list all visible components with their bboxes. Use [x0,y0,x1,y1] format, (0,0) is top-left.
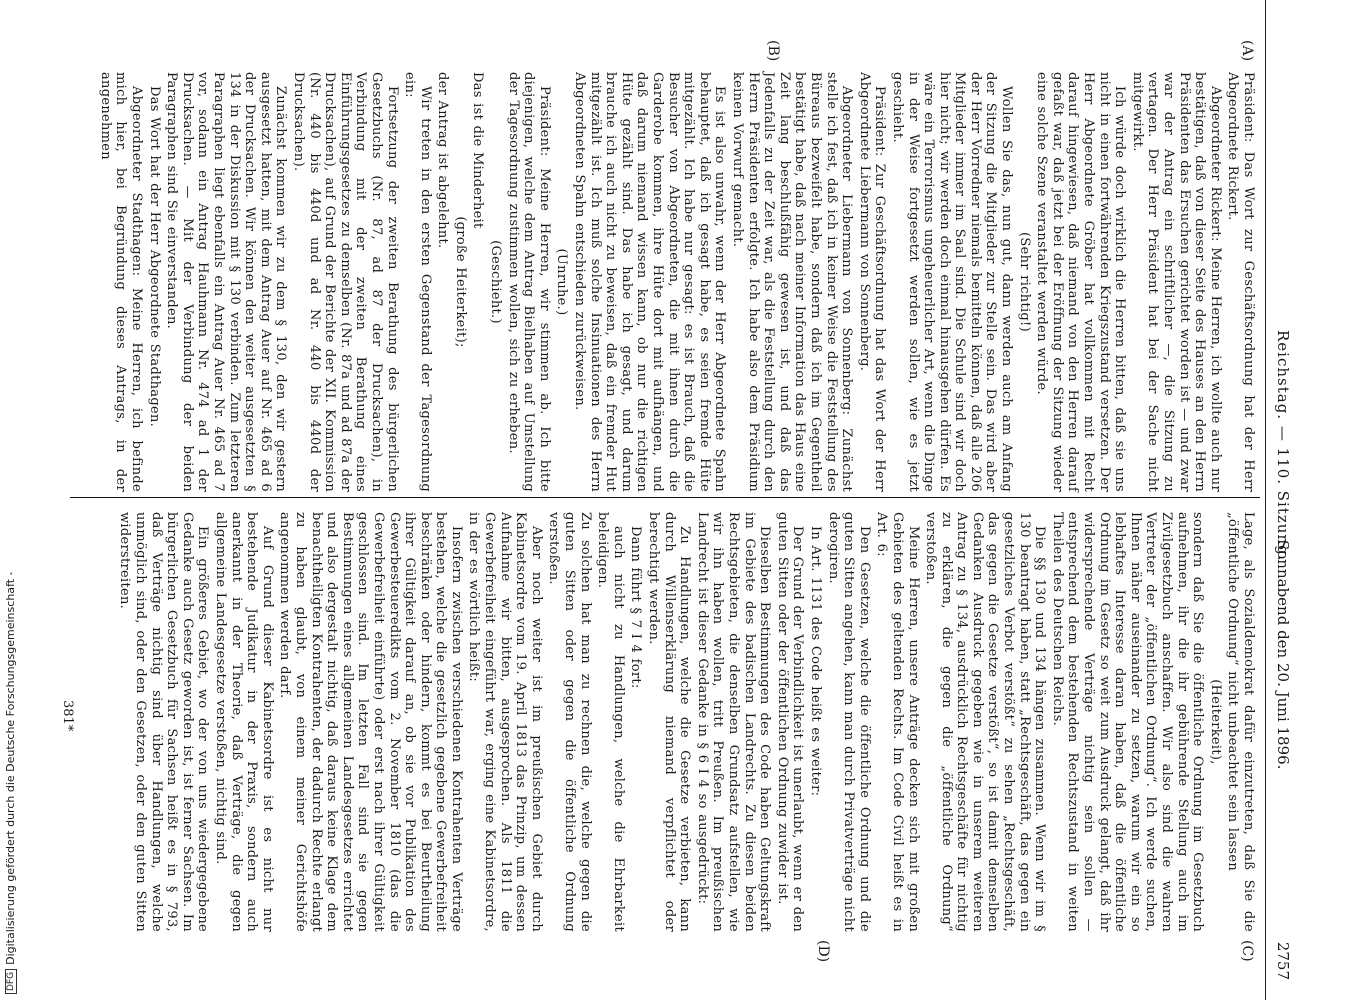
paragraph: Dann führt § 7 I 4 fort: [628,526,644,689]
quotation: Insofern zwischen verschiedenen Kontrahenten Verträge bestehen, welche die gesetzlich gegebene Gewerbefreiheit beschränken oder hindern, kommt es bei Beurtheilung ihrer Gültigkeit darauf an, ob sie vor Publikation des Gewerbesteueredikts vom 2. November 1810 (das die Gewerbefreiheit einführte) oder erst nach ihrer Gültigkeit geschlossen sind. Im letzten Fall sind sie gegen Bestimmungen eines allgemeinen Landesgesetzes errichtet und also dergestalt nichtig, daß daraus keine Klage dem benachtheiligten Kontrahenten, der dadurch Rechte erlangt zu haben glaubt, von einem meiner Gerichtshöfe angenommen werden darf. [277,512,464,932]
quotation: Der Grund der Verbindlichkeit ist unerlaubt, wenn er den guten Sitten oder der öffentlichen Ordnung zuwider ist. [774,512,806,932]
digitization-credit-text: Digitalisierung gefördert durch die Deutsche Forschungsgemeinschaft - [4,571,17,965]
quotation: auch nicht zu Handlungen, welche die Ehrbarkeit beleidigen. [595,512,626,932]
paragraph: Die §§ 130 und 134 hängen zusammen. Wenn wir im § 130 beantragt haben, statt „Rechtsgeschäft, das gegen ein gesetzliches Verbot verstößt“ zu sehen „Rechtsgeschäft, das gegen die Gesetze verstößt“, so ist damit demselben Gedanken Ausdruck gegeben wie in unserem weiteren Antrag zu § 134, ausdrücklich Rechtsgeschäfte für nichtig zu erklären, die gegen die „öffentliche Ordnung“ verstoßen. [923,512,1048,932]
paragraph: Dieselben Bestimmungen des Code haben Geltungskraft im Gebiete des badischen Landrechts. Zu diesen beiden Rechtsgebieten, die denselben Grundsatz aufstellen, wie wir ihn haben wollen, tritt Preußen. Im preußischen Landrecht ist dieser Gedanke in § 6 I 4 so ausgedrückt: [694,512,773,932]
paragraph: Präsident: Meine Herren, wir stimmen ab. Ich bitte diejenigen, welche dem Antrag Bielhaben auf Umstellung der Tagesordnung zustimmen wollen, sich zu erheben. [505,72,552,492]
right-column [115,512,1256,932]
dfg-logo-icon: DFG [5,969,17,994]
paragraph: Präsident: Das Wort zur Geschäftsordnung hat der Herr Abgeordnete Rickert. [1225,72,1256,492]
paragraph: Auf Grund dieser Kabinetsordre ist es nicht nur bestehende Judikatur in der Praxis, sondern auch anerkannt in der Theorie, daß Verträge, die gegen allgemeine Landesgesetze verstoßen, nichtig sind. [213,512,275,932]
margin-letter-d: (D) [815,940,831,963]
paragraph: Das Wort hat der Herr Abgeordnete Stadthagen. [146,86,162,428]
paragraph: Abgeordneter Stadthagen: Meine Herren, ich befinde mich hier, bei Begründung dieses Antrags, in der angenehmen [97,72,145,492]
paragraph: Ich würde doch wirklich die Herren bitten, daß sie uns nicht in einen fortwährenden Kriegszustand versetzen. Der Herr Abgeordnete Gröber hat vollkommen mit Recht darauf hingewiesen, daß niemand von den Herren darauf gefaßt war, daß jetzt bei der Eröffnung der Sitzung wieder eine solche Szene veranstaltet werden würde. [1034,72,1128,492]
paragraph: der Antrag ist abgelehnt. [435,72,451,249]
paragraph: Präsident: Zur Geschäftsordnung hat das Wort der Herr Abgeordnete Liebermann von Sonnenberg. [856,72,888,492]
paragraph: Zu solchen hat man zu rechnen die, welche gegen die guten Sitten oder gegen die öffentliche Ordnung verstoßen. [546,512,593,932]
paragraph: Wir treten in den ersten Gegenstand der Tagesordnung ein: [402,72,433,492]
rotated-page-content [10,0,1300,1000]
interjection: (Heiterkeit), [1207,679,1223,765]
paragraph: Meine Herren, unsere Anträge decken sich mit großen Gebieten des geltenden Rechts. Im Code Civil heißt es in Art. 6: [874,512,921,932]
margin-letter-b: (B) [765,40,781,62]
interjection: (große Heiterkeit); [452,216,468,348]
quotation: Zu Handlungen, welche die Gesetze verbieten, kann durch Willenserklärung niemand verpflichtet oder berechtigt werden. [646,512,693,932]
paragraph: Abgeordneter Liebermann von Sonnenberg: Zunächst stelle ich fest, daß ich in keiner Weise die Feststellung des Büreaus bezweifelt habe, sondern daß ich im Gegentheil bestätigt habe, daß nach meiner Information das Haus eine Zeit lang beschlußfähig gewesen ist, und daß das Jedenfalls zu der Zeit war, als die Feststellung durch den Herrn Präsidenten erfolgte. Ich habe also dem Präsidium keinen Vorwurf gemacht. [730,72,855,492]
running-head-title: Reichstag. — 110. Sitzung. [1274,330,1292,562]
left-column [95,72,1256,492]
page-number: 2757 [1274,941,1292,980]
column-divider [70,497,1260,498]
paragraph: Ein größeres Gebiet, wo der von uns wiedergegebene Gedanke auch Gesetz geworden ist, ist ferner Sachsen. Im bürgerlichen Gesetzbuch für Sachsen heißt es in § 793, daß Verträge nichtig sind über Handlungen, welche unmöglich sind, oder den Gesetzen, oder den guten Sitten widerstreiten. [117,512,211,932]
running-head-date: Sonnabend den 20. Juni 1896. [1274,540,1292,770]
quotation: Den Gesetzen, welche die öffentliche Ordnung und die guten Sitten angehen, kann man durch Privatverträge nicht derogiren. [825,512,872,932]
paragraph: Zunächst kommen wir zu dem § 130, den wir gestern ausgesetzt hatten, mit dem Antrag Auer auf Nr. 465 ad 6 der Drucksachen. Wir können den weiter ausgesetzten § 134 in der Diskussion mit § 130 verbinden. Zum letzteren Paragraphen liegt ebenfalls ein Antrag Auer Nr. 465 ad 7 vor, sodann ein Antrag Hauhmann Nr. 474 ad 1 der Drucksachen. — Mit der Verbindung der beiden Paragraphen sind Sie einverstanden. [164,72,289,492]
digitization-credit [4,0,18,1000]
paragraph: sondern daß Sie die öffentliche Ordnung im Gesetzbuch aufnehmen, ihr die ihr gebührende Stellung auch im Zivilgesetzbuch anschaffen. Wir also sind die wahren Vertreter der „öffentlichen Ordnung“. Ich werde suchen, Ihnen näher auseinander zu setzen, warum wir ein so lebhaftes Interesse daran haben, daß die öffentliche Ordnung im Gesetz so weit zum Ausdruck gelangt, daß ihr widersprechende Verträge nichtig sein sollen — entsprechend dem bestehenden Rechtszustand in weiten Theilen des Deutschen Reichs. [1049,512,1206,932]
paragraph: Aber noch weiter ist im preußischen Gebiet durch Kabinetsordre vom 19. April 1813 das Prinzip, um dessen Aufnahme wir bitten, ausgesprochen. Als 1811 die Gewerbefreiheit eingeführt war, erging eine Kabinetsordre, in der es wörtlich heißt: [466,512,544,932]
running-head [1265,0,1294,1000]
paragraph: Das ist die Minderheit [470,72,486,229]
paragraph: Lage, als Sozialdemokrat dafür einzutreten, daß Sie die „öffentliche Ordnung“ nicht unbeachtet sein lassen [1225,512,1256,932]
margin-letter-c: (C) [1239,940,1255,962]
paragraph: Es ist also unwahr, wenn der Herr Abgeordnete Spahn behauptet, daß ich gesagt habe, es seien fremde Hüte mitgezählt. Ich habe nur gesagt: es ist Brauch, daß die Besucher von Abgeordneten, die mit ihnen durch die Garderobe kommen, ihre Hüte dort mit aufhängen, und daß darum niemand wissen kann, ob nur die richtigen Hüte gezählt sind. Das habe ich gesagt, und darum brauche ich auch nicht zu beweisen, daß ein fremder Hut mitgezählt ist. Ich muß solche Insinuationen des Herrn Abgeordneten Spahn entschieden zurückweisen. [572,72,728,492]
paragraph: In Art. 1131 des Code heißt es weiter: [807,526,823,797]
agenda-item: Fortsetzung der zweiten Berathung des bürgerlichen Gesetzbuchs (Nr. 87, ad 87 der Drucksachen), in Verbindung mit der zweiten Berathung eines Einführungsgesetzes zu demselben (Nr. 87a und ad 87a der Drucksachen), auf Grund der Berichte der XII. Kommission (Nr. 440 bis 440d und ad Nr. 440 bis 440d der Drucksachen). [290,72,400,492]
paragraph: Wollen Sie das, nun gut, dann werden auch am Anfang der Sitzung die Mitglieder zur Stelle sein. Das wird aber der Herr Vorredner niemals bemitteln können, daß alle 206 Mitglieder immer im Saal sind. Die Schule sind wir doch hier nicht; wir werden doch einmal hinausgehen dürfen. Es wäre ein Terrorismus ungeheuerlicher Art, wenn die Dinge in der Weise fortgesetzt werden sollen, wie es jetzt geschieht. [889,72,1015,492]
interjection: (Unruhe.) [554,248,570,316]
paragraph: Abgeordneter Rickert: Meine Herren, ich wollte auch nur bestätigen, daß von dieser Seite des Hauses an den Herrn Präsidenten das Ersuchen gerichtet worden ist — und zwar war der Antrag ein schriftlicher —, die Sitzung zu vertagen. Der Herr Präsident hat bei der Sache nicht mitgewirkt. [1129,72,1223,492]
margin-letter-a: (A) [1239,40,1255,62]
interjection: (Geschieht.) [488,240,504,324]
interjection: (Sehr richtig!) [1016,232,1032,332]
signature-mark: 381* [60,700,75,732]
